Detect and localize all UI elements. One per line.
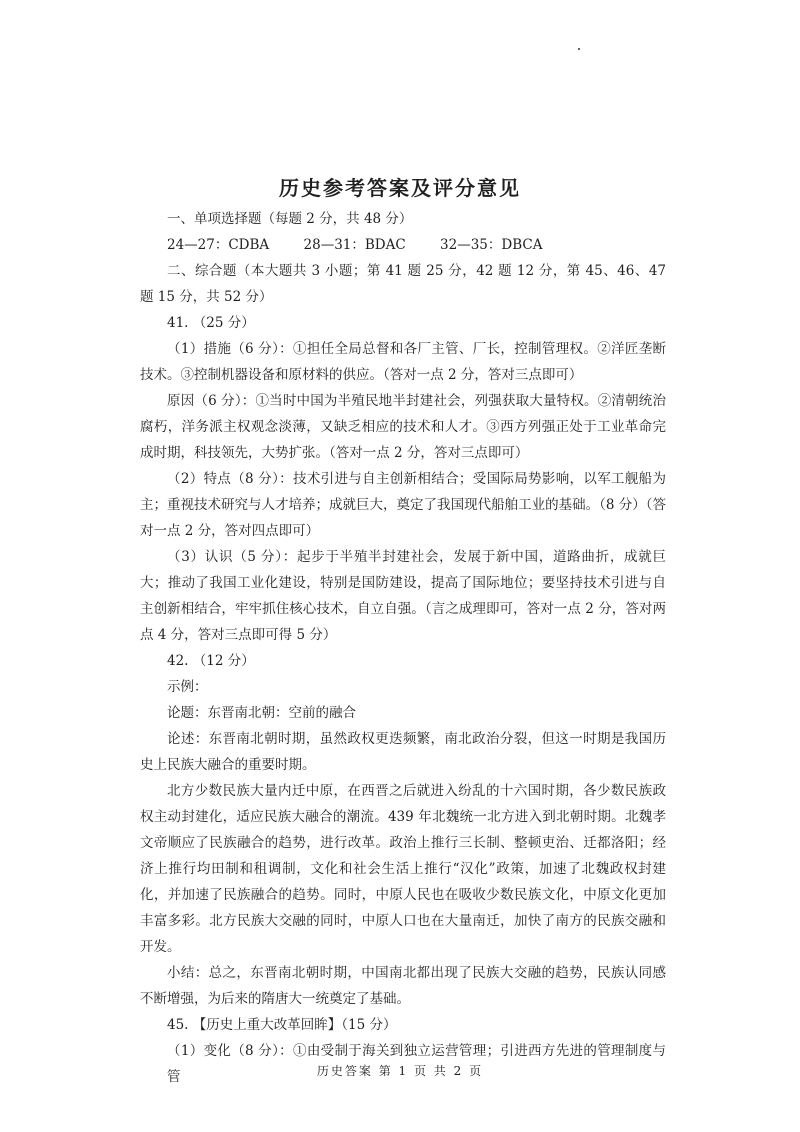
answer-body <box>140 206 666 1090</box>
section-heading-choice: 一、单项选择题（每题 2 分，共 48 分） <box>167 211 413 227</box>
page-footer: 历史答案 第 1 页 共 2 页 <box>316 1064 484 1078</box>
q45-part1-changes: （1）变化（8 分）：①由受制于海关到独立运营管理；引进西方先进的管理制度与管 <box>167 1043 666 1085</box>
page-title: 历史参考答案及评分意见 <box>279 176 521 200</box>
scan-speck <box>578 48 580 50</box>
q42-example-label: 示例： <box>167 679 208 695</box>
q41-part1-measures: （1）措施（6 分）：①担任全局总督和各厂主管、厂长，控制管理权。②洋匠垄断技术。③控制机器设备和原材料的供应。（答对一点 2 分，答对三点即可） <box>140 341 666 383</box>
q42-summary: 小结：总之，东晋南北朝时期，中国南北都出现了民族大交融的趋势，民族认同感不断增强，为后来的隋唐大一统奠定了基础。 <box>140 965 666 1007</box>
q42-argument-intro: 论述：东晋南北朝时期，虽然政权更迭频繁，南北政治分裂，但这一时期是我国历史上民族大融合的重要时期。 <box>140 731 666 773</box>
q41-part3-understanding: （3）认识（5 分）：起步于半殖半封建社会，发展于新中国，道路曲折，成就巨大；推动了我国工业化建设，特别是国防建设，提高了国际地位；要坚持技术引进与自主创新相结合，牢牢抓住核心技术，自立自强。（言之成理即可，答对一点 2 分，答对两点 4 分，答对三点即可得 5 分） <box>140 549 666 643</box>
choice-answers: 24—27：CDBA 28—31：BDAC 32—35：DBCA <box>167 237 543 253</box>
q42-thesis: 论题：东晋南北朝：空前的融合 <box>167 705 356 721</box>
question-42-heading: 42. （12 分） <box>167 653 255 669</box>
question-45-heading: 45. 【历史上重大改革回眸】（15 分） <box>167 1017 397 1033</box>
section-heading-comprehensive: 二、综合题（本大题共 3 小题；第 41 题 25 分，42 题 12 分，第 45、46、47 题 15 分，共 52 分） <box>140 263 666 305</box>
q41-part2-features: （2）特点（8 分）：技术引进与自主创新相结合；受国际局势影响，以军工舰船为主；重视技术研究与人才培养；成就巨大，奠定了我国现代船舶工业的基础。（8 分）（答对一点 2 分，答对四点即可） <box>140 471 666 539</box>
q42-argument-body: 北方少数民族大量内迁中原，在西晋之后就进入纷乱的十六国时期，各少数民族政权主动封建化，适应民族大融合的潮流。439 年北魏统一北方进入到北朝时期。北魏孝文帝顺应了民族融合的趋势，进行改革。政治上推行三长制、整顿吏治、迁都洛阳；经济上推行均田制和租调制，文化和社会生活上推行“汉化”政策，加速了北魏政权封建化，并加速了民族融合的趋势。同时，中原人民也在吸收少数民族文化，中原文化更加丰富多彩。北方民族大交融的同时，中原人口也在大量南迁，加快了南方的民族交融和开发。 <box>140 783 666 955</box>
question-41-heading: 41. （25 分） <box>167 315 255 331</box>
q41-part1-reasons: 原因（6 分）：①当时中国为半殖民地半封建社会，列强获取大量特权。②清朝统治腐朽，洋务派主权观念淡薄，又缺乏相应的技术和人才。③西方列强正处于工业革命完成时期，科技领先，大势扩张。（答对一点 2 分，答对三点即可） <box>140 393 666 461</box>
